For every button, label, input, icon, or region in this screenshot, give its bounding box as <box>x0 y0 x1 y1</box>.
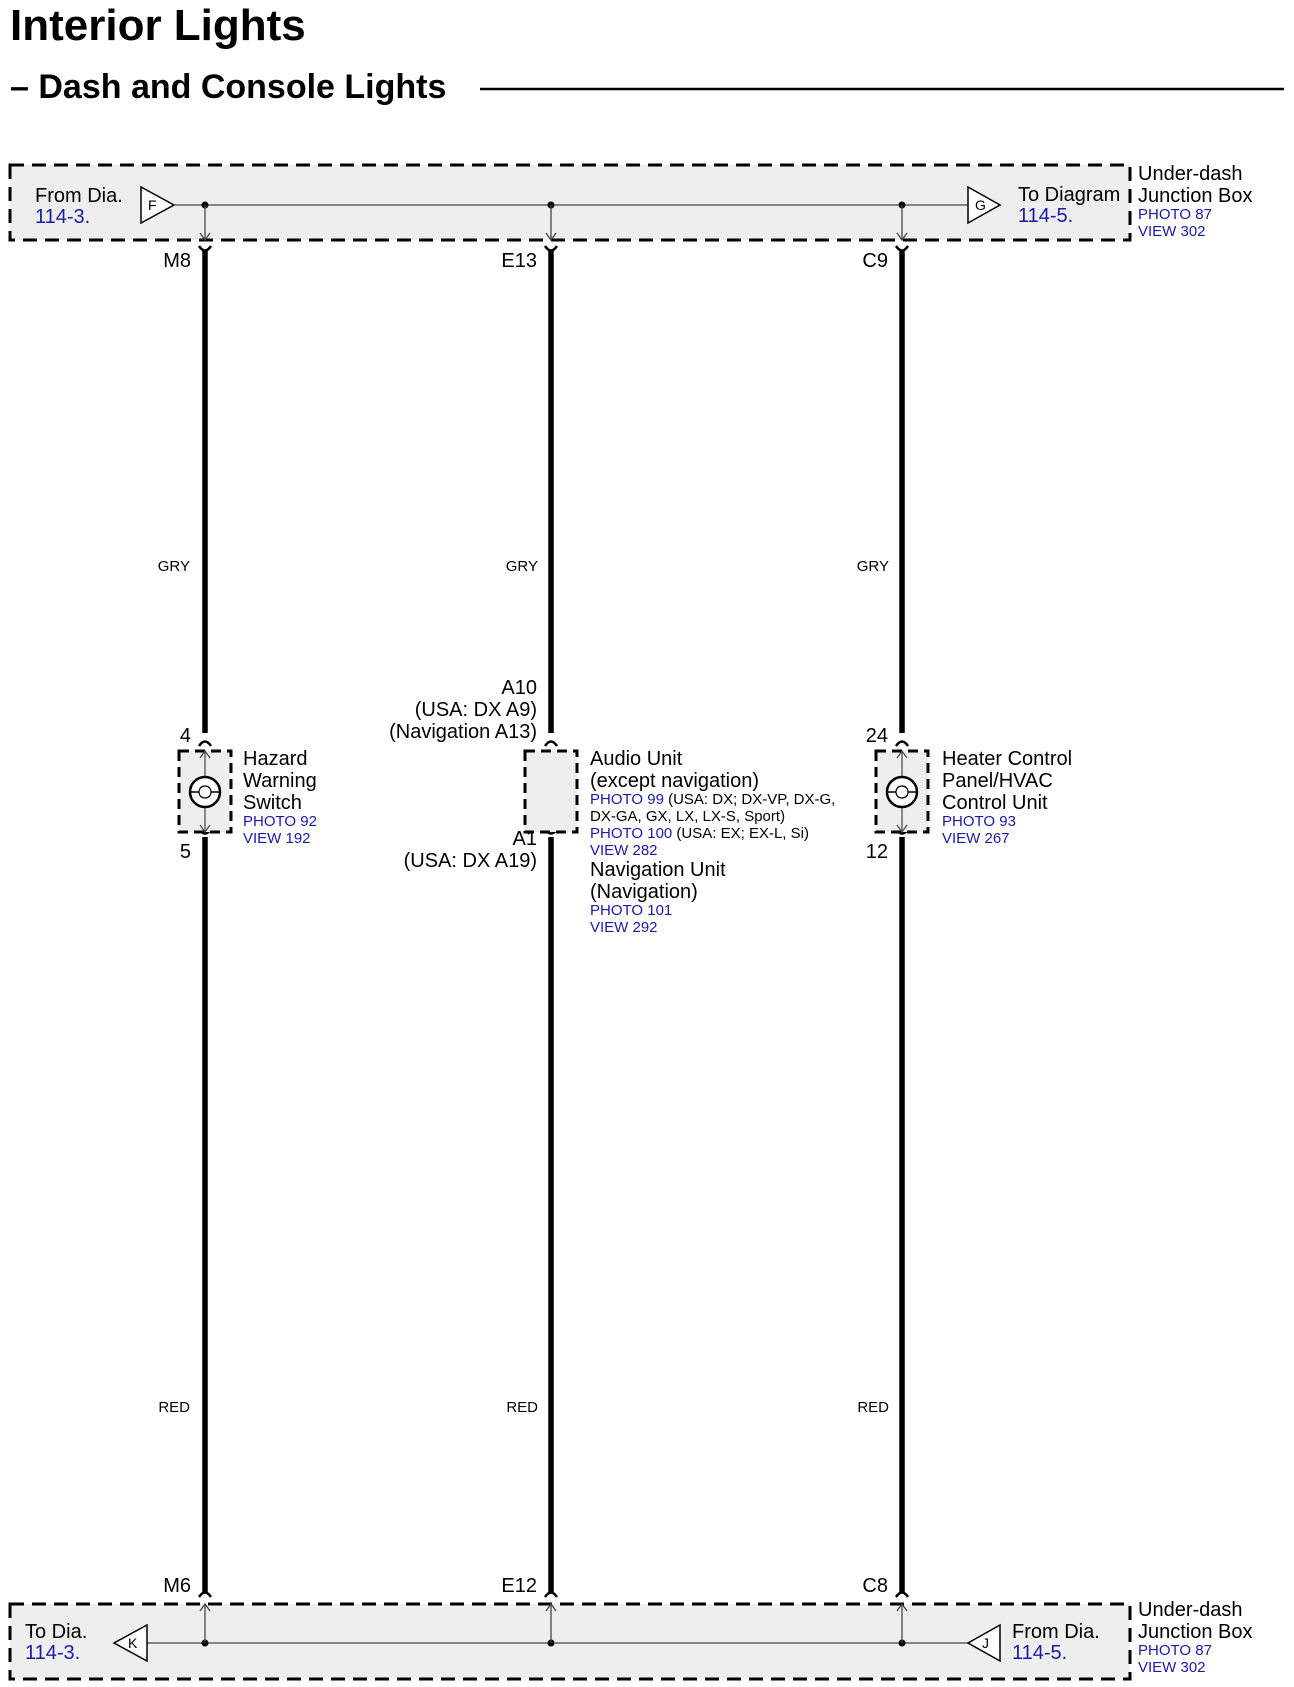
svg-text:(Navigation A13): (Navigation A13) <box>389 721 537 743</box>
svg-text:Warning: Warning <box>243 770 317 792</box>
bottom-junction-box <box>10 1604 1130 1679</box>
svg-text:VIEW 282: VIEW 282 <box>590 842 658 859</box>
hvac-control-unit-label <box>942 748 1072 847</box>
svg-text:PHOTO 87: PHOTO 87 <box>1138 206 1212 223</box>
to-dia-label: To Dia. <box>25 1621 88 1643</box>
svg-text:Panel/HVAC: Panel/HVAC <box>942 770 1053 792</box>
pin-m6: M6 <box>163 1575 191 1597</box>
connector-e13-icon <box>545 246 557 251</box>
to-diagram-label: To Diagram <box>1018 184 1121 206</box>
pin-e12: E12 <box>501 1575 537 1597</box>
svg-text:(Navigation): (Navigation) <box>590 881 698 903</box>
wire-color-label: RED <box>158 1399 190 1416</box>
audio-unit <box>525 751 577 832</box>
hvac-control-unit <box>876 751 928 832</box>
pin-m8: M8 <box>163 250 191 272</box>
connector-hvac-in-icon <box>896 742 908 747</box>
connector-audio-in-icon <box>545 742 557 747</box>
to-dia-ref: 114-3. <box>25 1642 81 1664</box>
pin-hazard-out: 5 <box>179 841 191 863</box>
svg-text:Under-dash: Under-dash <box>1138 163 1243 185</box>
svg-text:VIEW 292: VIEW 292 <box>590 919 658 936</box>
svg-text:A1: A1 <box>512 828 537 850</box>
connector-e12-icon <box>545 1593 557 1598</box>
svg-text:PHOTO 92: PHOTO 92 <box>243 813 317 830</box>
svg-text:PHOTO 100 (USA: EX; EX-L, Si): PHOTO 100 (USA: EX; EX-L, Si) <box>590 825 809 842</box>
pin-c9: C9 <box>862 250 888 272</box>
pin-e13: E13 <box>501 250 537 272</box>
wire-color-label: GRY <box>505 558 538 575</box>
connector-c9-icon <box>896 246 908 251</box>
svg-text:VIEW 267: VIEW 267 <box>942 830 1010 847</box>
wire-lines <box>205 250 902 1593</box>
svg-text:J: J <box>982 1635 989 1651</box>
svg-text:(USA: DX A9): (USA: DX A9) <box>414 699 537 721</box>
svg-text:Switch: Switch <box>243 792 302 814</box>
svg-text:Junction Box: Junction Box <box>1138 185 1253 207</box>
from-dia-bottom-label: From Dia. <box>1012 1621 1100 1643</box>
to-diagram-ref: 114-5. <box>1018 205 1074 227</box>
svg-text:A10: A10 <box>501 677 537 699</box>
svg-text:K: K <box>128 1635 138 1651</box>
svg-text:Audio Unit: Audio Unit <box>590 748 683 770</box>
page-title: Interior Lights <box>10 1 306 50</box>
wire-color-label: GRY <box>856 558 889 575</box>
svg-text:Heater Control: Heater Control <box>942 748 1073 770</box>
svg-text:PHOTO 101: PHOTO 101 <box>590 902 673 919</box>
svg-text:Navigation Unit: Navigation Unit <box>590 859 726 881</box>
top-junction-box <box>10 165 1130 240</box>
svg-text:Control Unit: Control Unit <box>942 792 1048 814</box>
wire-color-label: RED <box>857 1399 889 1416</box>
hazard-warning-switch <box>179 751 231 832</box>
top-junction-box-label <box>1138 163 1253 240</box>
lamp-icon <box>190 777 220 807</box>
svg-text:PHOTO 93: PHOTO 93 <box>942 813 1016 830</box>
wire-color-label: GRY <box>157 558 190 575</box>
connector-m8-icon <box>199 246 211 251</box>
svg-text:PHOTO 87: PHOTO 87 <box>1138 1642 1212 1659</box>
pin-hazard-in: 4 <box>179 725 191 747</box>
from-dia-label: From Dia. <box>35 185 123 207</box>
audio-unit-label <box>590 748 835 859</box>
svg-text:Under-dash: Under-dash <box>1138 1599 1243 1621</box>
svg-text:VIEW 302: VIEW 302 <box>1138 1659 1206 1676</box>
connector-hazard-in-icon <box>199 742 211 747</box>
audio-unit-pin-out-label <box>404 828 537 872</box>
lamp-icon <box>887 777 917 807</box>
svg-text:(USA: DX A19): (USA: DX A19) <box>403 850 537 872</box>
svg-text:Junction Box: Junction Box <box>1138 1621 1253 1643</box>
pin-hvac-in: 24 <box>865 725 888 747</box>
pin-c8: C8 <box>862 1575 888 1597</box>
wire-color-label: RED <box>506 1399 538 1416</box>
audio-unit-pin-in-label <box>389 677 537 743</box>
svg-text:VIEW 192: VIEW 192 <box>243 830 311 847</box>
pin-hvac-out: 12 <box>865 841 888 863</box>
connector-c8-icon <box>896 1593 908 1598</box>
svg-text:F: F <box>148 197 157 213</box>
from-dia-ref: 114-3. <box>35 206 91 228</box>
svg-text:Hazard: Hazard <box>243 748 308 770</box>
svg-text:G: G <box>975 197 986 213</box>
svg-text:(except navigation): (except navigation) <box>590 770 759 792</box>
navigation-unit-label <box>590 859 726 936</box>
connector-m6-icon <box>199 1593 211 1598</box>
page-subtitle: – Dash and Console Lights <box>10 68 447 106</box>
from-dia-bottom-ref: 114-5. <box>1012 1642 1068 1664</box>
bottom-junction-box-label <box>1138 1599 1253 1676</box>
svg-text:PHOTO 99 (USA: DX; DX-VP, DX-G: PHOTO 99 (USA: DX; DX-VP, DX-G, <box>590 791 836 808</box>
hazard-warning-switch-label <box>243 748 317 847</box>
svg-text:DX-GA, GX, LX, LX-S, Sport): DX-GA, GX, LX, LX-S, Sport) <box>590 808 786 825</box>
svg-text:VIEW 302: VIEW 302 <box>1138 223 1206 240</box>
